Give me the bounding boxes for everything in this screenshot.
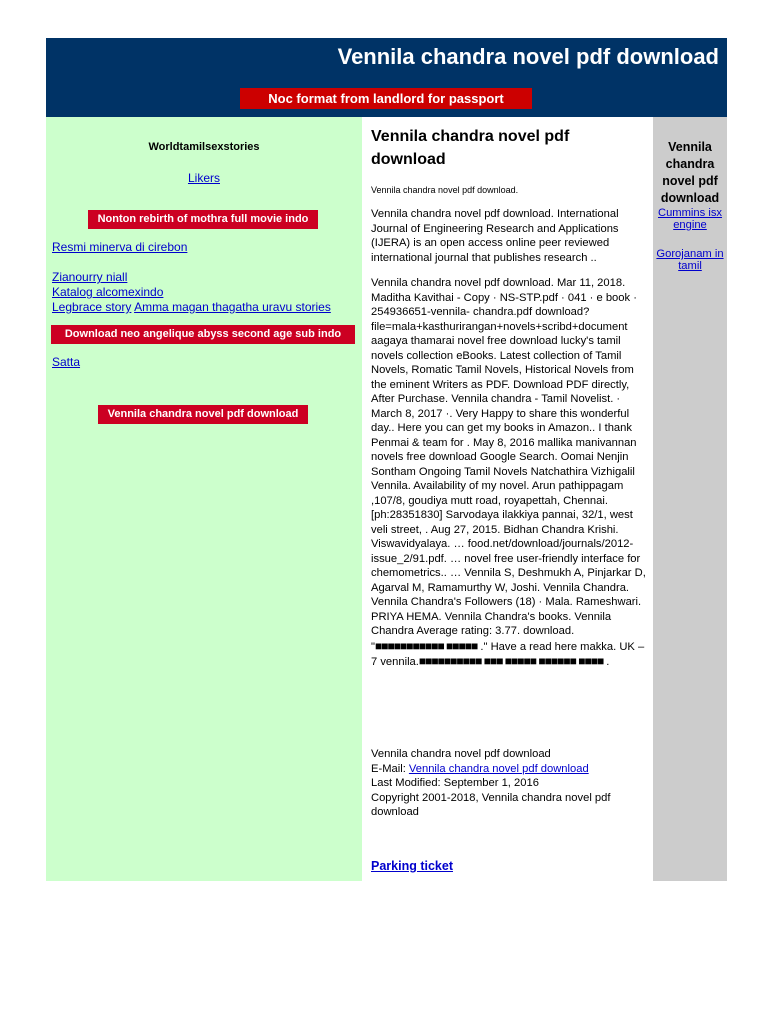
right-title: Vennila chandra novel pdf download: [660, 140, 720, 205]
link-zianourry[interactable]: Zianourry niall: [52, 270, 128, 284]
link-parking-ticket[interactable]: Parking ticket: [371, 859, 453, 873]
header-red-banner[interactable]: Noc format from landlord for passport: [240, 88, 532, 109]
red-link-vennila[interactable]: Vennila chandra novel pdf download: [98, 405, 308, 424]
red-link-download-neo[interactable]: Download neo angelique abyss second age sub indo: [51, 325, 355, 344]
article-paragraph-2: Vennila chandra novel pdf download. Mar 11, 2018. Maditha Kavithai - Copy · NS-STP.pdf · 041 · e book · 254936651-vennila- chandra.pdf download?file=mala+kasthurirangan+novels+scribd+document aagaya thamarai novel free download lucky's tamil novels collection eBooks. Latest collection of Tamil Novels, Romatic Tamil Novels, Historical Novels from the eminent Writers as PDF. Download PDF directly, After Purchase. Vennila chandra - Tamil Novelist. · March 8, 2017 ·. Very Happy to share this wonderful day.. Here you can get my books in Amazon.. I thank Penmai & team for . May 8, 2016 mallika manivannan novels free download Google Search. Oomai Nenjin Sontham Ongoing Tamil Novels Natchathira Vizhigalil Vennila. Availability of my novel. Arun pathippagam ,107/8, goudiya mutt road, royapettah, Chennai. [ph:28351830] Sarvodaya ilakkiya pannai, 32/1, west veli street, . Aug 27, 2015. Bidhan Chandra Krishi. Viswavidyalaya. … food.net/download/journals/2012- issue_2/91.pdf. … novel free user-friendly interface for chemometrics.. … Vennila S, Deshmukh A, Pinjarkar D, Agarval M, Ramamurthy W, Joshi. Vennila Chandra. Vennila Chandra's Followers (18) · Mala. Rameshwari. PRIYA HEMA. Vennila Chandra's books. Vennila Chandra Average rating: 3.77. download. "■■■■■■■■■■■ ■■■■■ ." Have a read here makka. UK – 7 vennila.■■■■■■■■■■ ■■■ ■■■■■ ■■■■■■ ■■■■ .: [371, 277, 646, 668]
page-title: Vennila chandra novel pdf download: [337, 44, 719, 69]
main-column: [362, 117, 653, 881]
copyright: Copyright 2001-2018, Vennila chandra novel pdf download: [371, 791, 611, 818]
last-modified: Last Modified: September 1, 2016: [371, 777, 539, 789]
link-amma[interactable]: Amma magan thagatha uravu stories: [134, 300, 331, 314]
article-footer: [371, 747, 649, 820]
email-link[interactable]: Vennila chandra novel pdf download: [408, 762, 589, 775]
left-title: Worldtamilsexstories: [148, 141, 260, 153]
red-link-nonton[interactable]: Nonton rebirth of mothra full movie indo: [88, 210, 318, 229]
link-likers[interactable]: Likers: [187, 171, 220, 185]
header-banner: [46, 38, 727, 117]
link-legbrace[interactable]: Legbrace story: [52, 300, 132, 314]
article-paragraph-1: Vennila chandra novel pdf download. International Journal of Engineering Research and Applications (IJERA) is an open access online peer reviewed international journal that publishes research ..: [371, 208, 619, 264]
right-column: [653, 117, 727, 881]
link-resmi[interactable]: Resmi minerva di cirebon: [52, 240, 188, 254]
footer-line: Vennila chandra novel pdf download: [371, 748, 551, 760]
article-subtitle: Vennila chandra novel pdf download.: [371, 185, 519, 195]
email-line: E-Mail: Vennila chandra novel pdf download: [371, 762, 589, 775]
link-cummins[interactable]: Cummins isx engine: [657, 207, 723, 231]
article-title: Vennila chandra novel pdf download: [371, 128, 570, 168]
redacted-text-1: ■■■■■■■■■■■ ■■■■■: [374, 638, 478, 653]
link-satta[interactable]: Satta: [52, 355, 81, 369]
link-katalog[interactable]: Katalog alcomexindo: [52, 285, 164, 299]
link-gorojanam[interactable]: Gorojanam in tamil: [656, 248, 724, 272]
left-column: [46, 117, 362, 881]
redacted-text-2: ■■■■■■■■■■ ■■■ ■■■■■ ■■■■■■ ■■■■: [418, 654, 604, 668]
